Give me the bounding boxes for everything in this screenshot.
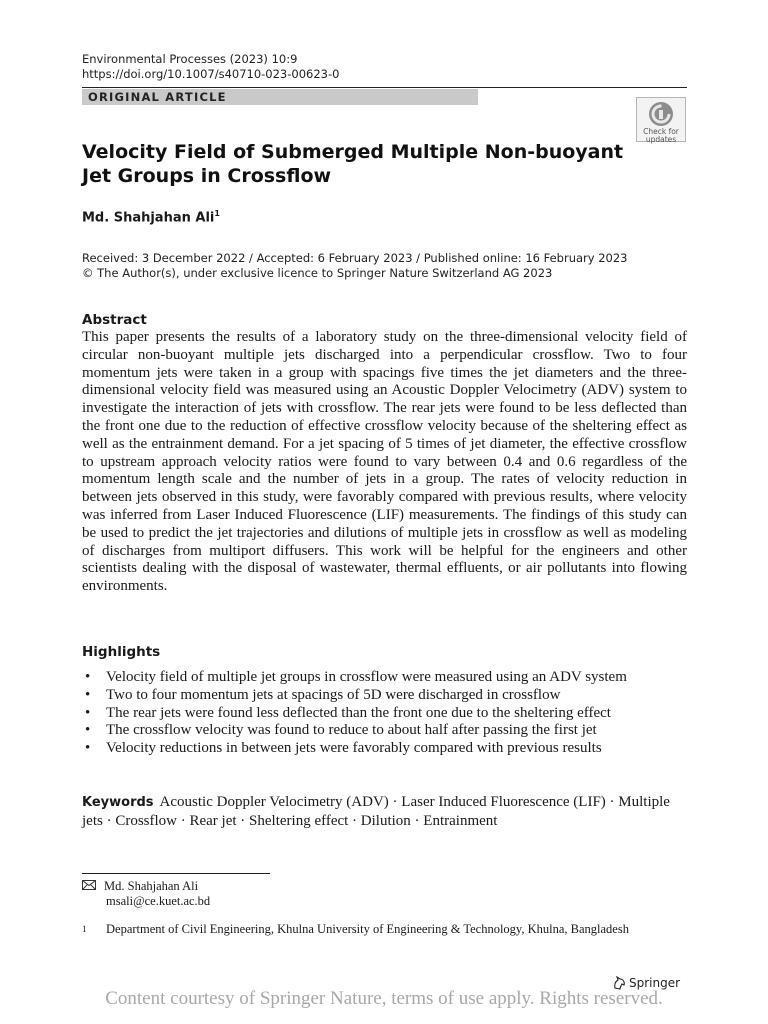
- author-email[interactable]: msali@ce.kuet.ac.bd: [106, 894, 211, 908]
- envelope-icon: [82, 879, 104, 894]
- badge-label-line2: updates: [645, 135, 677, 144]
- publisher-name: Springer: [629, 976, 681, 990]
- abstract-text: This paper presents the results of a laboratory study on the three-dimensional velocity field of circular non-buoyant multiple jets discharged into a perpendicular crossflow. Two to four momentum jets were taken in a group with spacings five times the jet diameters and the three-dimensional velocity field was measured using an Acoustic Doppler Velocimetry (ADV) system to investigate the interaction of jets with crossflow. The rear jets were found to be less deflected than the front one due to the reduction of effective crossflow velocity because of the sheltering effect as well as the entrainment demand. For a jet spacing of 5 times of jet diameter, the effective crossflow to upstream approach velocity ratios were found to vary between 0.4 and 0.6 regardless of the momentum length scale and the number of jets in a group. The rates of velocity reduction in between jets observed in this study, were favorably compared with previous results, where velocity was inferred from Laser Induced Fluorescence (LIF) measurements. The findings of this study can be used to predict the jet trajectories and dilutions of multiple jets in crossflow as well as modeling of discharges from multiport diffusers. This work will be helpful for the engineers and other scientists dealing with the disposal of wastewater, thermal effluents, or air pollutants into flowing environments.: [82, 329, 687, 595]
- corresponding-author: [82, 879, 210, 909]
- keywords-block: [82, 793, 687, 830]
- affiliation-number: 1: [82, 924, 87, 934]
- highlights-heading: Highlights: [82, 644, 161, 660]
- keywords-label: Keywords: [82, 795, 154, 810]
- header-rule: [82, 87, 687, 88]
- copyright-line: © The Author(s), under exclusive licence to Springer Nature Switzerland AG 2023: [82, 266, 553, 280]
- highlight-item: • Two to four momentum jets at spacings of 5D were discharged in crossflow: [82, 687, 692, 705]
- badge-label-line1: Check for: [643, 127, 679, 136]
- doi-link[interactable]: https://doi.org/10.1007/s40710-023-00623-0: [82, 67, 340, 81]
- keywords-text: Acoustic Doppler Velocimetry (ADV) · Laser Induced Fluorescence (LIF) · Multiple jets · Crossflow · Rear jet · Sheltering effect · Dilution · Entrainment: [82, 794, 670, 829]
- highlight-item: • The crossflow velocity was found to reduce to about half after passing the first jet: [82, 722, 692, 740]
- highlights-list: [82, 669, 692, 758]
- courtesy-watermark: Content courtesy of Springer Nature, terms of use apply. Rights reserved.: [105, 988, 663, 1009]
- author-name: Md. Shahjahan Ali: [82, 210, 215, 226]
- journal-citation: [82, 52, 339, 82]
- dates-line: Received: 3 December 2022 / Accepted: 6 February 2023 / Published online: 16 February 2023: [82, 251, 628, 265]
- highlight-item: • Velocity field of multiple jet groups in crossflow were measured using an ADV system: [82, 669, 692, 687]
- abstract-heading: Abstract: [82, 312, 147, 328]
- badge-label: [637, 128, 685, 144]
- affiliation-text: Department of Civil Engineering, Khulna University of Engineering & Technology, Khulna, Bangladesh: [106, 922, 629, 936]
- journal-name: Environmental Processes (2023) 10:9: [82, 52, 298, 66]
- publication-info: [82, 251, 628, 281]
- check-for-updates-badge[interactable]: [636, 97, 686, 142]
- author-line: [82, 209, 220, 225]
- highlight-item: • Velocity reductions in between jets were favorably compared with previous results: [82, 740, 692, 758]
- corresponding-author-name: Md. Shahjahan Ali: [104, 879, 199, 893]
- check-for-updates-icon: [648, 101, 674, 127]
- highlight-item: • The rear jets were found less deflected than the front one due to the sheltering effect: [82, 705, 692, 723]
- article-type-banner: ORIGINAL ARTICLE: [82, 89, 478, 105]
- paper-title: Velocity Field of Submerged Multiple Non-buoyant Jet Groups in Crossflow: [82, 141, 624, 187]
- footnote-rule: [82, 873, 270, 874]
- author-affil-sup: 1: [214, 209, 220, 218]
- affiliation-footnote: [82, 922, 642, 937]
